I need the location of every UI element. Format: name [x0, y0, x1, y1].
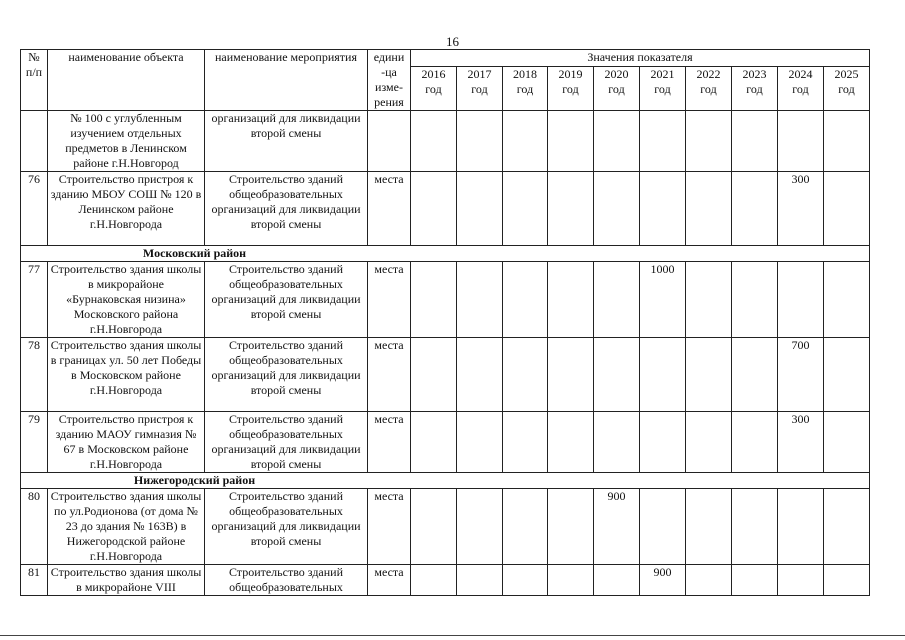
value-cell: 1000: [640, 262, 686, 338]
header-unit: едини -ца изме- рения: [368, 50, 411, 111]
value-cell: 900: [594, 489, 640, 565]
measure-name: Строительство зданий общеобразовательных организаций для ликвидации второй смены: [205, 262, 368, 338]
value-cell: [548, 262, 594, 338]
value-cell: [640, 412, 686, 473]
value-cell: [503, 338, 548, 412]
table-row: [21, 412, 870, 473]
object-name: Строительство здания школы в микрорайоне VIII: [48, 565, 205, 596]
header-object: наименование объекта: [48, 50, 205, 111]
value-cell: [548, 412, 594, 473]
value-cell: [778, 489, 824, 565]
header-no: № п/п: [21, 50, 48, 111]
value-cell: [824, 262, 870, 338]
row-number: 80: [21, 489, 48, 565]
header-year: 2021 год: [640, 66, 686, 110]
value-cell: 700: [778, 338, 824, 412]
row-number: 81: [21, 565, 48, 596]
value-cell: [824, 111, 870, 172]
value-cell: [594, 565, 640, 596]
value-cell: [548, 489, 594, 565]
header-year: 2023 год: [732, 66, 778, 110]
measure-name: Строительство зданий общеобразовательных организаций для ликвидации второй смены: [205, 338, 368, 412]
header-year: 2024 год: [778, 66, 824, 110]
value-cell: 300: [778, 172, 824, 246]
value-cell: [503, 172, 548, 246]
value-cell: [457, 338, 503, 412]
unit-cell: места: [368, 489, 411, 565]
value-cell: [732, 565, 778, 596]
row-number: [21, 111, 48, 172]
value-cell: [548, 565, 594, 596]
value-cell: [686, 412, 732, 473]
section-title: Нижегородский район: [133, 473, 256, 487]
table-row: [21, 111, 870, 172]
value-cell: [457, 412, 503, 473]
value-cell: 300: [778, 412, 824, 473]
header-year: 2025 год: [824, 66, 870, 110]
value-cell: [548, 172, 594, 246]
object-name: Строительство здания школы по ул.Родионова (от дома № 23 до здания № 163В) в Нижегородской районе г.Н.Новгорода: [48, 489, 205, 565]
value-cell: [824, 565, 870, 596]
table-row: [21, 262, 870, 338]
row-number: 77: [21, 262, 48, 338]
value-cell: [732, 111, 778, 172]
value-cell: [503, 111, 548, 172]
object-name: Строительство пристроя к зданию МАОУ гимназия № 67 в Московском районе г.Н.Новгорода: [48, 412, 205, 473]
section-row: [21, 246, 870, 262]
value-cell: [778, 111, 824, 172]
value-cell: [411, 338, 457, 412]
measure-name: Строительство зданий общеобразовательных организаций для ликвидации второй смены: [205, 412, 368, 473]
value-cell: [411, 262, 457, 338]
value-cell: [457, 172, 503, 246]
value-cell: [548, 338, 594, 412]
value-cell: [411, 565, 457, 596]
value-cell: [732, 262, 778, 338]
unit-cell: места: [368, 172, 411, 246]
table-row: [21, 172, 870, 246]
value-cell: [457, 489, 503, 565]
table-row: [21, 338, 870, 412]
value-cell: [503, 262, 548, 338]
header-year: 2017 год: [457, 66, 503, 110]
value-cell: 900: [640, 565, 686, 596]
indicator-table: [20, 49, 870, 596]
value-cell: [457, 111, 503, 172]
unit-cell: места: [368, 262, 411, 338]
measure-name: Строительство зданий общеобразовательных организаций для ликвидации второй смены: [205, 172, 368, 246]
table-row: [21, 489, 870, 565]
value-cell: [732, 412, 778, 473]
value-cell: [503, 489, 548, 565]
value-cell: [732, 172, 778, 246]
row-number: 76: [21, 172, 48, 246]
value-cell: [457, 262, 503, 338]
header-year: 2019 год: [548, 66, 594, 110]
unit-cell: места: [368, 412, 411, 473]
value-cell: [640, 111, 686, 172]
header-year: 2016 год: [411, 66, 457, 110]
value-cell: [824, 172, 870, 246]
header-year: 2022 год: [686, 66, 732, 110]
unit-cell: места: [368, 565, 411, 596]
value-cell: [686, 262, 732, 338]
value-cell: [411, 412, 457, 473]
value-cell: [640, 172, 686, 246]
object-name: № 100 с углубленным изучением отдельных предметов в Ленинском районе г.Н.Новгород: [48, 111, 205, 172]
value-cell: [824, 489, 870, 565]
value-cell: [594, 262, 640, 338]
row-number: 78: [21, 338, 48, 412]
value-cell: [411, 489, 457, 565]
header-year: 2020 год: [594, 66, 640, 110]
table-row: [21, 565, 870, 596]
object-name: Строительство пристроя к зданию МБОУ СОШ № 120 в Ленинском районе г.Н.Новгорода: [48, 172, 205, 246]
unit-cell: места: [368, 338, 411, 412]
value-cell: [686, 565, 732, 596]
value-cell: [686, 338, 732, 412]
value-cell: [594, 338, 640, 412]
value-cell: [824, 412, 870, 473]
section-row: [21, 473, 870, 489]
section-title: Московский район: [142, 246, 247, 260]
value-cell: [686, 489, 732, 565]
value-cell: [503, 565, 548, 596]
value-cell: [732, 338, 778, 412]
value-cell: [778, 262, 824, 338]
object-name: Строительство здания школы в границах ул. 50 лет Победы в Московском районе г.Н.Новгорода: [48, 338, 205, 412]
value-cell: [411, 111, 457, 172]
header-year: 2018 год: [503, 66, 548, 110]
value-cell: [594, 412, 640, 473]
value-cell: [824, 338, 870, 412]
value-cell: [457, 565, 503, 596]
header-values-title: Значения показателя: [411, 50, 870, 67]
value-cell: [778, 565, 824, 596]
value-cell: [411, 172, 457, 246]
measure-name: Строительство зданий общеобразовательных организаций для ликвидации второй смены: [205, 489, 368, 565]
value-cell: [732, 489, 778, 565]
value-cell: [686, 172, 732, 246]
measure-name: организаций для ликвидации второй смены: [205, 111, 368, 172]
value-cell: [503, 412, 548, 473]
value-cell: [594, 111, 640, 172]
value-cell: [640, 489, 686, 565]
page-bottom-rule: [0, 635, 905, 636]
measure-name: Строительство зданий общеобразовательных: [205, 565, 368, 596]
unit-cell: [368, 111, 411, 172]
value-cell: [640, 338, 686, 412]
value-cell: [686, 111, 732, 172]
value-cell: [594, 172, 640, 246]
value-cell: [548, 111, 594, 172]
header-measure: наименование мероприятия: [205, 50, 368, 111]
object-name: Строительство здания школы в микрорайоне «Бурнаковская низина» Московского района г.Н.Новгорода: [48, 262, 205, 338]
page-number: 16: [446, 34, 459, 49]
row-number: 79: [21, 412, 48, 473]
